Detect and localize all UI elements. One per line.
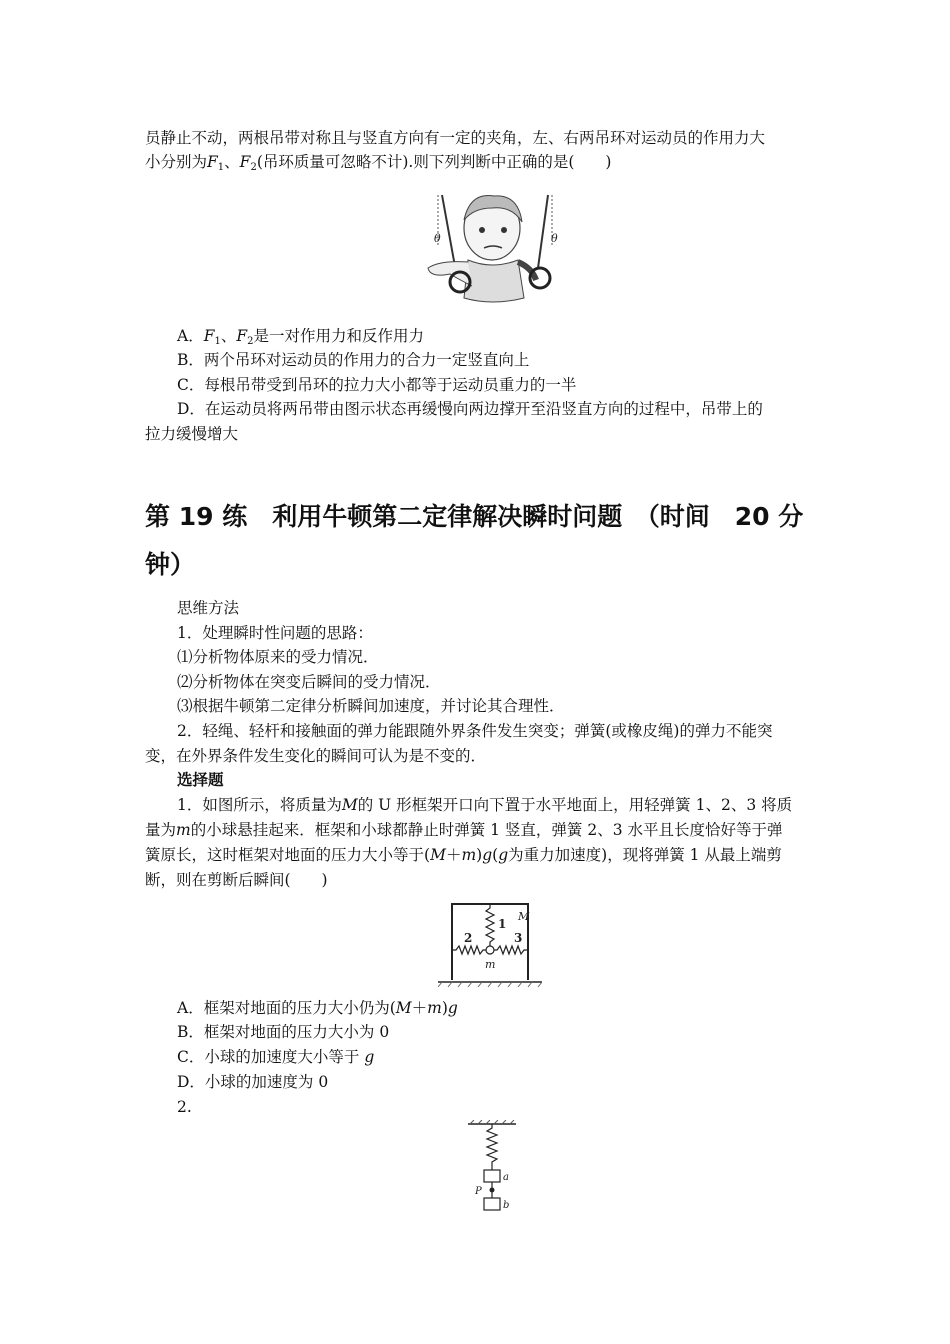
var-M: M	[341, 796, 358, 814]
spring-3	[494, 946, 528, 954]
text: 的小球悬挂起来．框架和小球都静止时弹簧 1 竖直，弹簧 2、3 水平且长度恰好等于弹	[190, 821, 783, 839]
choice-heading: 选择题	[177, 770, 224, 789]
text: 小分别为	[145, 153, 208, 171]
section-title-line-1: 第 19 练 利用牛顿第二定律解决瞬时问题 （时间 20 分	[145, 502, 804, 531]
method-p1c: ⑶根据牛顿第二定律分析瞬间加速度，并讨论其合理性．	[177, 697, 565, 715]
method-p2-line2: 变，在外界条件发生变化的瞬间可认为是不变的．	[145, 747, 487, 765]
label-spring-2: 2	[464, 931, 473, 945]
q0-option-c: C．每根吊带受到吊环的拉力大小都等于运动员重力的一半	[177, 376, 577, 394]
q1-option-a	[145, 996, 810, 1020]
subscript: 1	[217, 162, 225, 173]
var-m: m	[427, 999, 442, 1017]
q2-number: 2.	[177, 1098, 192, 1116]
q1-option-c	[145, 1045, 810, 1069]
spring-1	[486, 904, 494, 946]
label-P: P	[475, 1186, 482, 1197]
block-a	[484, 1170, 500, 1182]
var-F: F	[236, 327, 248, 345]
method-heading: 思维方法	[177, 599, 240, 617]
label-m: m	[485, 958, 496, 971]
theta-right: θ	[551, 232, 558, 245]
text: )	[476, 846, 483, 864]
block-b	[484, 1198, 500, 1210]
text: A．框架对地面的压力大小仍为(	[177, 999, 396, 1017]
intro-line-2	[145, 150, 810, 180]
right-strap	[538, 195, 548, 268]
var-m: m	[461, 846, 477, 864]
theta-left: θ	[434, 232, 441, 245]
text: 是一对作用力和反作用力	[253, 327, 425, 345]
label-spring-3: 3	[514, 931, 523, 945]
method-p1: 1．处理瞬时性问题的思路：	[177, 624, 373, 642]
q1-line2	[145, 818, 810, 842]
torso	[464, 260, 524, 302]
text: )	[441, 999, 448, 1017]
point-p	[490, 1188, 495, 1193]
var-m: m	[176, 821, 191, 839]
section-title-line-2: 钟）	[145, 550, 196, 579]
q1-line1	[145, 793, 810, 817]
text: (吊环质量可忽略不计).则下列判断中正确的是( )	[256, 153, 612, 171]
var-M: M	[395, 999, 412, 1017]
eye-left	[479, 227, 485, 233]
q1-option-d: D．小球的加速度为 0	[177, 1073, 329, 1091]
text: A．	[177, 327, 204, 345]
u-frame-spring-figure	[438, 898, 542, 988]
gymnast-rings-figure	[420, 190, 570, 310]
left-strap	[442, 195, 456, 272]
subscript: 2	[247, 336, 254, 347]
text: 量为	[145, 821, 177, 839]
var-g: g	[498, 846, 509, 864]
q0-option-b: B．两个吊环对运动员的作用力的合力一定竖直向上	[177, 351, 530, 369]
text: 1．如图所示，将质量为	[177, 796, 342, 814]
label-b: b	[503, 1200, 510, 1211]
label-M: M	[518, 910, 530, 923]
q1-line4: 断，则在剪断后瞬间( )	[145, 871, 328, 889]
text: (	[492, 846, 499, 864]
text: C．小球的加速度大小等于	[177, 1048, 360, 1066]
q1-line3	[145, 843, 810, 867]
q1-option-b: B．框架对地面的压力大小为 0	[177, 1023, 390, 1041]
subscript: 1	[214, 336, 221, 347]
method-p1a: ⑴分析物体原来的受力情况．	[177, 648, 379, 666]
q0-option-d-cont: 拉力缓慢增大	[145, 425, 239, 443]
text: 簧原长，这时框架对地面的压力大小等于(	[145, 846, 431, 864]
label-spring-1: 1	[498, 917, 507, 931]
method-p2-line1: 2．轻绳、轻杆和接触面的弹力能跟随外界条件发生突变；弹簧(或橡皮绳)的弹力不能突	[177, 722, 773, 740]
var-g: g	[482, 846, 493, 864]
method-p1b: ⑵分析物体在突变后瞬间的受力情况．	[177, 673, 441, 691]
var-F: F	[207, 153, 218, 171]
text: 的 U 形框架开口向下置于水平地面上，用轻弹簧 1、2、3 将质	[357, 796, 793, 814]
eye-right	[501, 227, 507, 233]
text: 、	[220, 327, 237, 345]
var-F: F	[203, 327, 215, 345]
intro-line-1: 员静止不动，两根吊带对称且与竖直方向有一定的夹角，左、右两吊环对运动员的作用力大	[145, 129, 766, 147]
text: ＋	[445, 846, 462, 864]
spring-2	[452, 946, 486, 954]
spring	[487, 1124, 497, 1170]
var-M: M	[430, 846, 446, 864]
text: 、	[224, 153, 240, 171]
label-a: a	[503, 1172, 509, 1183]
text: 为重力加速度)，现将弹簧 1 从最上端剪	[508, 846, 782, 864]
var-g: g	[364, 1048, 375, 1066]
var-F: F	[239, 153, 251, 171]
q0-option-d: D．在运动员将两吊带由图示状态再缓慢向两边撑开至沿竖直方向的过程中，吊带上的	[177, 400, 763, 418]
var-g: g	[447, 999, 458, 1017]
subscript: 2	[250, 162, 257, 173]
text: ＋	[411, 999, 428, 1017]
ball	[486, 946, 494, 954]
hanging-spring-figure	[462, 1120, 522, 1212]
